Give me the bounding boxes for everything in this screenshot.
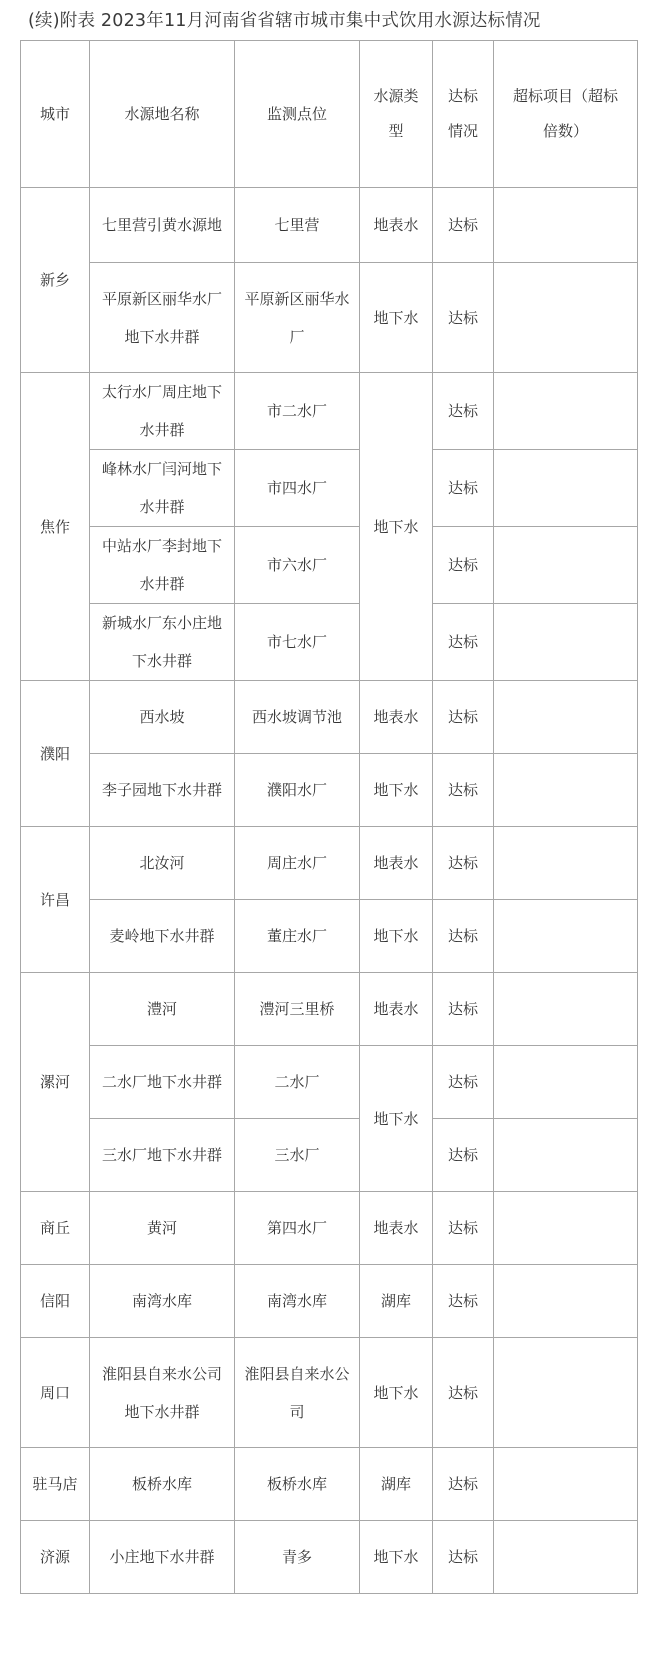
source-cell: 南湾水库 — [90, 1265, 235, 1338]
exceed-cell — [494, 900, 638, 973]
status-cell: 达标 — [433, 1521, 494, 1594]
point-cell: 二水厂 — [235, 1046, 360, 1119]
exceed-cell — [494, 1046, 638, 1119]
source-cell: 板桥水库 — [90, 1448, 235, 1521]
city-cell: 濮阳 — [21, 681, 90, 827]
source-cell: 西水坡 — [90, 681, 235, 754]
point-cell: 青多 — [235, 1521, 360, 1594]
type-cell: 地下水 — [360, 1338, 433, 1448]
table-row — [21, 754, 638, 827]
status-cell: 达标 — [433, 900, 494, 973]
status-cell: 达标 — [433, 1265, 494, 1338]
type-cell: 湖库 — [360, 1448, 433, 1521]
source-cell: 北汝河 — [90, 827, 235, 900]
table-row — [21, 1119, 638, 1192]
source-cell: 新城水厂东小庄地下水井群 — [90, 604, 235, 681]
table-row — [21, 263, 638, 373]
city-cell: 济源 — [21, 1521, 90, 1594]
city-cell: 漯河 — [21, 973, 90, 1192]
table-row — [21, 827, 638, 900]
header-status: 达标情况 — [433, 41, 494, 188]
header-monitoring-point: 监测点位 — [235, 41, 360, 188]
status-cell: 达标 — [433, 1046, 494, 1119]
source-cell: 小庄地下水井群 — [90, 1521, 235, 1594]
exceed-cell — [494, 827, 638, 900]
exceed-cell — [494, 754, 638, 827]
source-cell: 平原新区丽华水厂地下水井群 — [90, 263, 235, 373]
status-cell: 达标 — [433, 754, 494, 827]
point-cell: 三水厂 — [235, 1119, 360, 1192]
source-cell: 七里营引黄水源地 — [90, 188, 235, 263]
type-cell: 地表水 — [360, 1192, 433, 1265]
status-cell: 达标 — [433, 263, 494, 373]
exceed-cell — [494, 1338, 638, 1448]
city-cell: 焦作 — [21, 373, 90, 681]
point-cell: 市四水厂 — [235, 450, 360, 527]
table-row — [21, 1448, 638, 1521]
table-row — [21, 188, 638, 263]
header-city: 城市 — [21, 41, 90, 188]
type-cell: 地下水 — [360, 1521, 433, 1594]
status-cell: 达标 — [433, 681, 494, 754]
table-row — [21, 450, 638, 527]
type-cell: 湖库 — [360, 1265, 433, 1338]
status-cell: 达标 — [433, 450, 494, 527]
status-cell: 达标 — [433, 827, 494, 900]
city-cell: 新乡 — [21, 188, 90, 373]
type-cell: 地表水 — [360, 681, 433, 754]
point-cell: 澧河三里桥 — [235, 973, 360, 1046]
source-cell: 太行水厂周庄地下水井群 — [90, 373, 235, 450]
table-row — [21, 604, 638, 681]
type-cell: 地下水 — [360, 900, 433, 973]
point-cell: 板桥水库 — [235, 1448, 360, 1521]
point-cell: 董庄水厂 — [235, 900, 360, 973]
table-row — [21, 527, 638, 604]
table-row — [21, 1192, 638, 1265]
header-row — [21, 41, 638, 188]
exceed-cell — [494, 1448, 638, 1521]
header-source-name: 水源地名称 — [90, 41, 235, 188]
status-cell: 达标 — [433, 604, 494, 681]
table-row — [21, 1338, 638, 1448]
table-row — [21, 373, 638, 450]
type-cell: 地表水 — [360, 827, 433, 900]
exceed-cell — [494, 373, 638, 450]
source-cell: 黄河 — [90, 1192, 235, 1265]
type-cell: 地下水 — [360, 263, 433, 373]
point-cell: 市二水厂 — [235, 373, 360, 450]
source-cell: 峰林水厂闫河地下水井群 — [90, 450, 235, 527]
header-exceed-items: 超标项目（超标倍数） — [494, 41, 638, 188]
exceed-cell — [494, 1265, 638, 1338]
point-cell: 平原新区丽华水厂 — [235, 263, 360, 373]
exceed-cell — [494, 188, 638, 263]
point-cell: 周庄水厂 — [235, 827, 360, 900]
table-row — [21, 1521, 638, 1594]
city-cell: 周口 — [21, 1338, 90, 1448]
point-cell: 西水坡调节池 — [235, 681, 360, 754]
type-cell: 地下水 — [360, 1046, 433, 1192]
point-cell: 淮阳县自来水公司 — [235, 1338, 360, 1448]
status-cell: 达标 — [433, 373, 494, 450]
table-row — [21, 900, 638, 973]
source-cell: 淮阳县自来水公司地下水井群 — [90, 1338, 235, 1448]
exceed-cell — [494, 527, 638, 604]
city-cell: 驻马店 — [21, 1448, 90, 1521]
table-row — [21, 973, 638, 1046]
status-cell: 达标 — [433, 527, 494, 604]
status-cell: 达标 — [433, 1448, 494, 1521]
type-cell: 地下水 — [360, 373, 433, 681]
exceed-cell — [494, 973, 638, 1046]
table-title: (续)附表 2023年11月河南省省辖市城市集中式饮用水源达标情况 — [28, 11, 541, 31]
exceed-cell — [494, 450, 638, 527]
point-cell: 市七水厂 — [235, 604, 360, 681]
source-cell: 二水厂地下水井群 — [90, 1046, 235, 1119]
exceed-cell — [494, 1119, 638, 1192]
header-source-type: 水源类型 — [360, 41, 433, 188]
type-cell: 地表水 — [360, 188, 433, 263]
point-cell: 第四水厂 — [235, 1192, 360, 1265]
table-row — [21, 1046, 638, 1119]
water-source-table — [20, 40, 638, 1594]
status-cell: 达标 — [433, 188, 494, 263]
table-row — [21, 1265, 638, 1338]
point-cell: 濮阳水厂 — [235, 754, 360, 827]
exceed-cell — [494, 604, 638, 681]
point-cell: 市六水厂 — [235, 527, 360, 604]
point-cell: 南湾水库 — [235, 1265, 360, 1338]
source-cell: 麦岭地下水井群 — [90, 900, 235, 973]
city-cell: 商丘 — [21, 1192, 90, 1265]
type-cell: 地表水 — [360, 973, 433, 1046]
status-cell: 达标 — [433, 1338, 494, 1448]
city-cell: 许昌 — [21, 827, 90, 973]
source-cell: 中站水厂李封地下水井群 — [90, 527, 235, 604]
exceed-cell — [494, 263, 638, 373]
point-cell: 七里营 — [235, 188, 360, 263]
type-cell: 地下水 — [360, 754, 433, 827]
source-cell: 李子园地下水井群 — [90, 754, 235, 827]
status-cell: 达标 — [433, 1119, 494, 1192]
city-cell: 信阳 — [21, 1265, 90, 1338]
exceed-cell — [494, 1192, 638, 1265]
table-row — [21, 681, 638, 754]
source-cell: 澧河 — [90, 973, 235, 1046]
source-cell: 三水厂地下水井群 — [90, 1119, 235, 1192]
exceed-cell — [494, 681, 638, 754]
status-cell: 达标 — [433, 973, 494, 1046]
status-cell: 达标 — [433, 1192, 494, 1265]
exceed-cell — [494, 1521, 638, 1594]
